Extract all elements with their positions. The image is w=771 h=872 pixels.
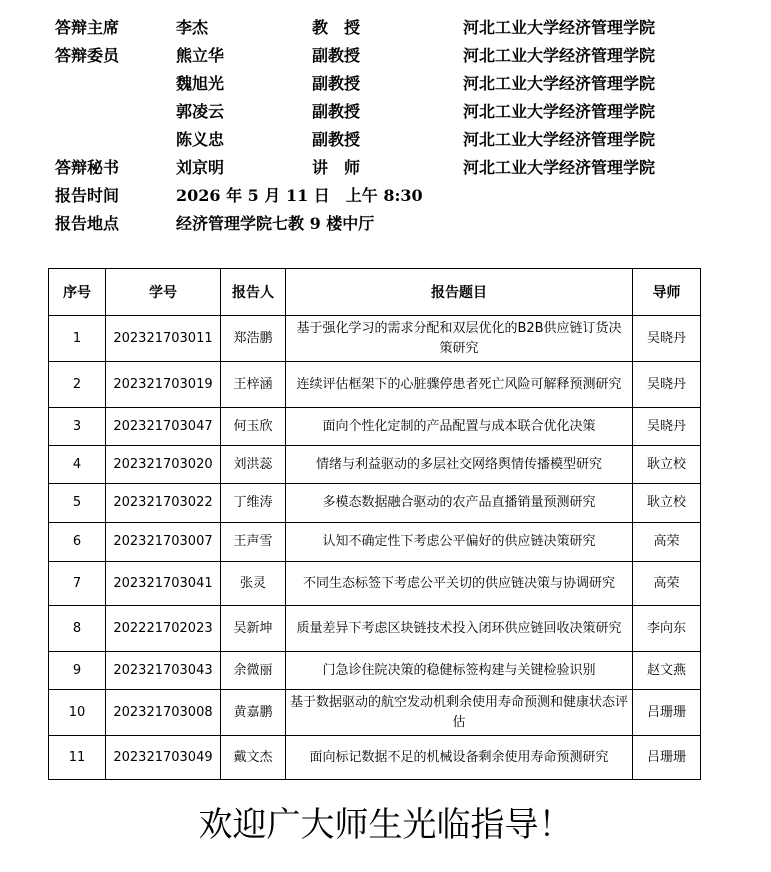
row-no: 11 (49, 736, 106, 780)
header-topic: 报告题目 (286, 269, 633, 316)
table-row (49, 523, 701, 562)
row-topic: 情绪与利益驱动的多层社交网络舆情传播模型研究 (286, 446, 633, 484)
member-title: 副教授 (312, 102, 361, 121)
member-title: 副教授 (312, 130, 361, 149)
row-no: 4 (49, 446, 106, 484)
member-title: 讲 师 (312, 158, 361, 177)
row-advisor: 李向东 (633, 606, 701, 652)
row-topic: 不同生态标签下考虑公平关切的供应链决策与协调研究 (286, 562, 633, 606)
row-presenter: 余微丽 (221, 652, 286, 690)
committee-row (0, 14, 771, 42)
member-title: 教 授 (312, 18, 361, 37)
row-presenter: 郑浩鹏 (221, 316, 286, 362)
row-topic: 质量差异下考虑区块链技术投入闭环供应链回收决策研究 (286, 606, 633, 652)
member-name: 魏旭光 (176, 74, 225, 93)
row-presenter: 张灵 (221, 562, 286, 606)
table-row (49, 484, 701, 523)
committee-row (0, 98, 771, 126)
table-row (49, 652, 701, 690)
row-student-id: 202221702023 (106, 606, 221, 652)
row-no: 8 (49, 606, 106, 652)
member-name: 郭凌云 (176, 102, 225, 121)
row-no: 9 (49, 652, 106, 690)
committee-row (0, 42, 771, 70)
role-label: 答辩主席 (55, 18, 120, 37)
row-topic: 面向个性化定制的产品配置与成本联合优化决策 (286, 408, 633, 446)
row-no: 1 (49, 316, 106, 362)
row-presenter: 王梓涵 (221, 362, 286, 408)
row-student-id: 202321703047 (106, 408, 221, 446)
committee-row (0, 126, 771, 154)
committee-row (0, 70, 771, 98)
row-student-id: 202321703022 (106, 484, 221, 523)
row-topic: 认知不确定性下考虑公平偏好的供应链决策研究 (286, 523, 633, 562)
table-row (49, 316, 701, 362)
row-presenter: 刘洪蕊 (221, 446, 286, 484)
member-org: 河北工业大学经济管理学院 (463, 130, 656, 149)
role-label: 答辩秘书 (55, 158, 120, 177)
report-place-row (0, 210, 771, 238)
table-row (49, 606, 701, 652)
row-presenter: 吴新坤 (221, 606, 286, 652)
row-advisor: 吴晓丹 (633, 362, 701, 408)
row-advisor: 吕珊珊 (633, 690, 701, 736)
table-row (49, 690, 701, 736)
row-no: 2 (49, 362, 106, 408)
member-name: 熊立华 (176, 46, 225, 65)
role-label: 答辩委员 (55, 46, 120, 65)
time-value: 2026 年 5 月 11 日 上午 8:30 (176, 186, 423, 205)
row-presenter: 戴文杰 (221, 736, 286, 780)
member-name: 陈义忠 (176, 130, 225, 149)
row-no: 10 (49, 690, 106, 736)
member-name: 李杰 (176, 18, 209, 37)
row-advisor: 高荣 (633, 523, 701, 562)
member-title: 副教授 (312, 74, 361, 93)
row-student-id: 202321703043 (106, 652, 221, 690)
row-student-id: 202321703020 (106, 446, 221, 484)
member-org: 河北工业大学经济管理学院 (463, 74, 656, 93)
table-row (49, 362, 701, 408)
table-row (49, 736, 701, 780)
row-topic: 面向标记数据不足的机械设备剩余使用寿命预测研究 (286, 736, 633, 780)
row-no: 7 (49, 562, 106, 606)
place-label: 报告地点 (55, 214, 120, 233)
row-advisor: 吴晓丹 (633, 408, 701, 446)
table-row (49, 446, 701, 484)
member-org: 河北工业大学经济管理学院 (463, 46, 656, 65)
row-student-id: 202321703007 (106, 523, 221, 562)
row-presenter: 何玉欣 (221, 408, 286, 446)
row-student-id: 202321703019 (106, 362, 221, 408)
row-presenter: 王声雪 (221, 523, 286, 562)
row-topic: 连续评估框架下的心脏骤停患者死亡风险可解释预测研究 (286, 362, 633, 408)
row-presenter: 丁维涛 (221, 484, 286, 523)
row-advisor: 耿立校 (633, 484, 701, 523)
report-time-row (0, 182, 771, 210)
committee-row (0, 154, 771, 182)
header-no: 序号 (49, 269, 106, 316)
table-header-row (49, 269, 701, 316)
schedule-table (48, 268, 701, 780)
row-student-id: 202321703049 (106, 736, 221, 780)
member-org: 河北工业大学经济管理学院 (463, 102, 656, 121)
member-org: 河北工业大学经济管理学院 (463, 158, 656, 177)
row-advisor: 耿立校 (633, 446, 701, 484)
row-no: 6 (49, 523, 106, 562)
row-topic: 基于强化学习的需求分配和双层优化的B2B供应链订货决策研究 (286, 316, 633, 362)
row-advisor: 高荣 (633, 562, 701, 606)
header-id: 学号 (106, 269, 221, 316)
header-name: 报告人 (221, 269, 286, 316)
member-title: 副教授 (312, 46, 361, 65)
time-label: 报告时间 (55, 186, 120, 205)
row-no: 3 (49, 408, 106, 446)
row-student-id: 202321703011 (106, 316, 221, 362)
table-row (49, 562, 701, 606)
member-org: 河北工业大学经济管理学院 (463, 18, 656, 37)
member-name: 刘京明 (176, 158, 225, 177)
row-no: 5 (49, 484, 106, 523)
row-advisor: 赵文燕 (633, 652, 701, 690)
table-row (49, 408, 701, 446)
place-value: 经济管理学院七教 9 楼中厅 (176, 214, 375, 233)
row-advisor: 吴晓丹 (633, 316, 701, 362)
row-presenter: 黄嘉鹏 (221, 690, 286, 736)
header-advisor: 导师 (633, 269, 701, 316)
row-topic: 多模态数据融合驱动的农产品直播销量预测研究 (286, 484, 633, 523)
row-topic: 基于数据驱动的航空发动机剩余使用寿命预测和健康状态评估 (286, 690, 633, 736)
row-student-id: 202321703008 (106, 690, 221, 736)
welcome-message: 欢迎广大师生光临指导！ (198, 805, 573, 845)
row-advisor: 吕珊珊 (633, 736, 701, 780)
row-topic: 门急诊住院决策的稳健标签构建与关键检验识别 (286, 652, 633, 690)
row-student-id: 202321703041 (106, 562, 221, 606)
